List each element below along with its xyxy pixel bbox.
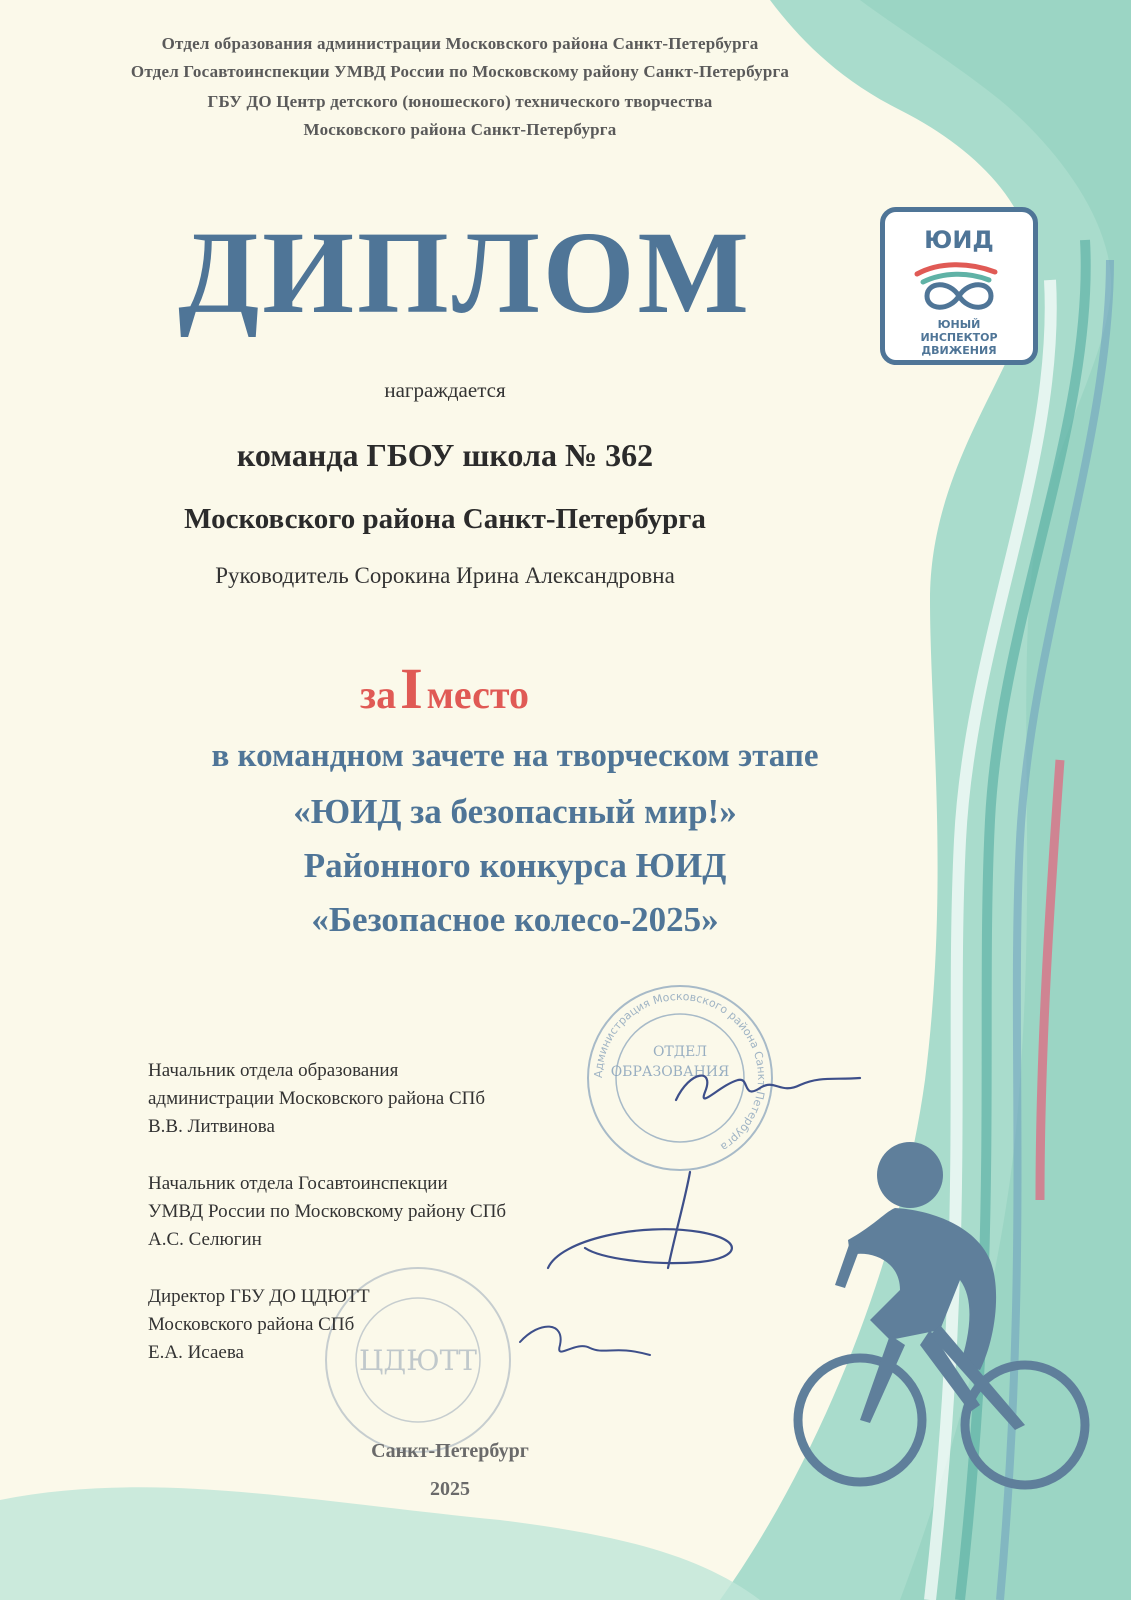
- cyclist-silhouette: [790, 1130, 1090, 1530]
- footer-city: Санкт-Петербург: [371, 1440, 529, 1462]
- signatory-1-line-1: Начальник отдела образования: [148, 1060, 399, 1081]
- stamp1-center-line-2: ОБРАЗОВАНИЯ: [610, 1064, 730, 1080]
- stamp1-ring-text: Администрация Московского района Санкт-Петербурга: [591, 989, 769, 1154]
- recipient-team: команда ГБОУ школа № 362: [236, 437, 654, 473]
- recipient-leader: Руководитель Сорокина Ирина Александровна: [215, 563, 675, 588]
- signature-1: [676, 1076, 860, 1100]
- signatory-3-line-1: Директор ГБУ ДО ЦДЮТТ: [148, 1286, 370, 1307]
- header-line-4: Московского района Санкт-Петербурга: [303, 120, 617, 139]
- signatory-2-line-2: УМВД России по Московскому району СПб: [148, 1201, 507, 1222]
- achievement-line-2: «ЮИД за безопасный мир!»: [293, 792, 737, 831]
- header-line-3: ГБУ ДО Центр детского (юношеского) технического творчества: [207, 92, 713, 111]
- signatory-2-line-1: Начальник отдела Госавтоинспекции: [148, 1173, 448, 1194]
- logo-subtitle-line-1: ЮНЫЙ: [937, 318, 981, 331]
- diploma-title: ДИПЛОМ: [178, 207, 752, 338]
- place-number: I: [400, 656, 423, 721]
- awarded-label: награждается: [384, 378, 506, 402]
- signatory-3-name: Е.А. Исаева: [148, 1342, 244, 1363]
- signatory-1-name: В.В. Литвинова: [148, 1116, 275, 1137]
- footer-year: 2025: [430, 1478, 470, 1500]
- place-suffix: место: [426, 672, 530, 717]
- signatory-1-line-2: администрации Московского района СПб: [148, 1088, 486, 1109]
- achievement-line-3: Районного конкурса ЮИД: [303, 846, 727, 885]
- achievement-line-1: в командном зачете на творческом этапе: [211, 738, 819, 774]
- signatory-2-name: А.С. Селюгин: [148, 1229, 262, 1250]
- logo-subtitle-line-3: ДВИЖЕНИЯ: [921, 344, 997, 357]
- signatory-3-line-2: Московского района СПб: [148, 1314, 355, 1335]
- header-line-2: Отдел Госавтоинспекции УМВД России по Московскому району Санкт-Петербурга: [130, 62, 790, 81]
- place-prefix: за: [360, 672, 397, 717]
- stamp2-center: ЦДЮТТ: [359, 1344, 477, 1377]
- logo-subtitle-line-2: ИНСПЕКТОР: [920, 331, 998, 344]
- logo-title: ЮИД: [924, 226, 994, 254]
- signature-3: [520, 1327, 650, 1355]
- header-line-1: Отдел образования администрации Московского района Санкт-Петербурга: [161, 34, 759, 53]
- achievement-line-4: «Безопасное колесо-2025»: [311, 900, 719, 939]
- recipient-district: Московского района Санкт-Петербурга: [184, 503, 706, 535]
- stamp1-center-line-1: ОТДЕЛ: [652, 1044, 708, 1060]
- signature-2: [548, 1172, 732, 1268]
